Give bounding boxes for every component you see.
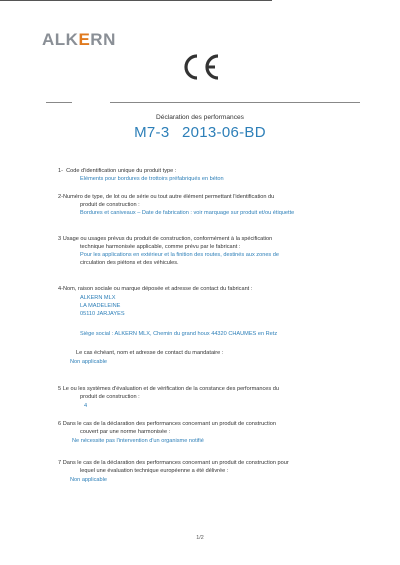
section-5-line2: produit de construction : [80, 394, 140, 400]
manufacturer-name: ALKERN MLX [80, 295, 116, 301]
divider [46, 102, 72, 103]
alkern-logo [42, 30, 116, 50]
section-5: 5 Le ou les systèmes d'évaluation et de vérification de la constance des performances du [58, 386, 279, 392]
section-2: 2-Numéro de type, de lot ou de série ou tout autre élément permettant l'identification du [58, 194, 275, 200]
section-3: 3 Usage ou usages prévus du produit de construction, conformément à la spécification [58, 236, 273, 242]
manufacturer-street: LA MADELEINE [80, 303, 121, 309]
section-7: 7 Dans le cas de la déclaration des performances concernant un produit de construction pour [58, 460, 289, 466]
section-3-value-1: Pour les applications en extérieur et la finition des routes, destinés aux zones de [80, 252, 280, 258]
reference-date: 2013-06-BD [181, 124, 266, 141]
section-1: 1- Code d'identification unique du produit type : [58, 168, 177, 174]
section-2-value: Bordures et caniveaux – Date de fabrication : voir marquage sur produit et/ou étiquette [80, 210, 295, 216]
section-3-line2: technique harmonisée applicable, comme prévu par le fabricant : [80, 244, 241, 250]
section-5-value: 4 [84, 403, 88, 409]
section-6-value: Ne nécessite pas l'intervention d'un organisme notifié [72, 438, 204, 444]
document-reference [0, 124, 400, 141]
section-4: 4-Nom, raison sociale ou marque déposée et adresse de contact du fabricant : [58, 286, 253, 292]
reference-code: M7-3 [134, 124, 170, 141]
page-number: 1/2 [196, 535, 204, 541]
logo-wordmark: ALKERN [42, 30, 116, 49]
section-2-line2: produit de construction : [80, 202, 140, 208]
agent-question: Le cas échéant, nom et adresse de contact du mandataire : [76, 350, 224, 356]
manufacturer-city: 05110 JARJAYES [80, 311, 125, 317]
section-7-value: Non applicable [70, 477, 108, 483]
head-office: Siège social : ALKERN MLX, Chemin du grand houx 44320 CHAUMES en Retz [80, 331, 278, 337]
section-1-value: Eléments pour bordures de trottoirs préfabriqués en béton [80, 176, 224, 182]
divider [0, 0, 272, 1]
agent-value: Non applicable [70, 359, 108, 365]
section-3-value-2: circulation des piétons et des véhicules. [80, 260, 179, 266]
ce-mark-icon [178, 52, 222, 82]
section-6: 6 Dans le cas de la déclaration des performances concernant un produit de construction [58, 421, 276, 427]
divider [110, 102, 360, 103]
document-title: Déclaration des performances [156, 114, 244, 121]
section-6-line2: couvert par une norme harmonisée : [80, 429, 171, 435]
section-7-line2: lequel une évaluation technique européenne a été délivrée : [80, 468, 229, 474]
